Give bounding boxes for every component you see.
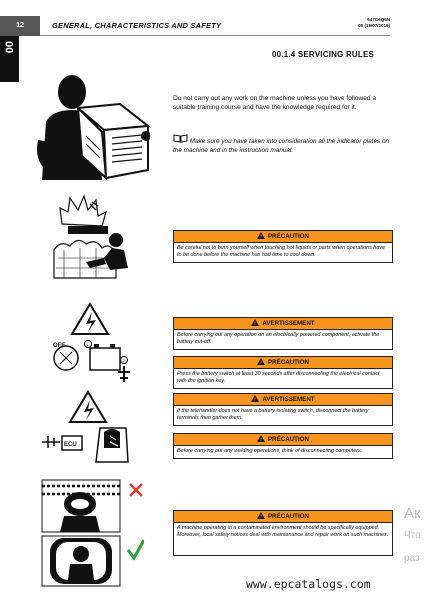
hot-parts-burn-illustration xyxy=(50,192,130,282)
off-label: OFF xyxy=(53,343,65,349)
overlay-fragment: Ак xyxy=(404,505,421,522)
welding-ecu-illustration xyxy=(40,390,130,464)
document-code xyxy=(358,17,390,29)
contaminated-cab-illustration xyxy=(40,478,144,588)
chapter-side-tab xyxy=(0,36,19,82)
warning-header xyxy=(174,434,392,446)
manual-note xyxy=(173,134,395,155)
warning-box-battery-switch xyxy=(173,356,393,389)
overlay-fragment: Что xyxy=(404,530,421,541)
warning-text: If the telehandler does not have a battery isolating switch, disconnect the battery terminals then gather them. xyxy=(177,408,369,421)
warning-triangle-icon xyxy=(251,395,259,402)
warning-text: A machine operating in a contaminated environment should be specifically equipped. Moreover, local safety notices deal with maintenance and repair work on such machines. xyxy=(177,525,389,538)
reading-manual-illustration xyxy=(32,70,150,182)
warning-label: AVERTISSEMENT xyxy=(262,320,315,327)
open-book-icon xyxy=(173,134,188,143)
warning-triangle-icon xyxy=(251,319,259,326)
warning-header xyxy=(174,394,392,406)
page-number: 12 xyxy=(16,22,24,29)
warning-header xyxy=(174,231,392,243)
warning-text: Before carrying out any operation on an electrically powered component, activate the battery cut-off. xyxy=(177,332,380,345)
document-code-line2: 00 (19/07/2019) xyxy=(358,23,390,28)
intro-paragraph: Do not carry out any work on the machine unless you have followed a suitable training course and have the knowledge required for it. xyxy=(173,95,377,111)
warning-header xyxy=(174,318,392,330)
warning-text: Before carrying out any welding operations, think of disconnecting computers. xyxy=(177,448,363,454)
warning-label: AVERTISSEMENT xyxy=(262,396,315,403)
warning-box-burn xyxy=(173,230,393,263)
warning-label: PRÉCAUTION xyxy=(268,359,309,366)
warning-triangle-icon xyxy=(257,435,265,442)
battery-cutoff-illustration xyxy=(52,302,136,384)
section-title: 00.1.4 SERVICING RULES xyxy=(272,50,375,59)
warning-text: Press the battery switch at least 30 seconds after disconnecting the electrical contact with the ignition key. xyxy=(177,371,380,384)
warning-triangle-icon xyxy=(257,512,265,519)
document-code-line1: 647G6Q6N xyxy=(367,17,390,22)
warning-triangle-icon xyxy=(257,232,265,239)
warning-text: Be careful not to burn yourself when touching hot liquids or parts when operations have to be done before the machine has had time to cool down. xyxy=(177,245,385,258)
warning-label: PRÉCAUTION xyxy=(268,513,309,520)
warning-box-isolating-switch xyxy=(173,393,393,426)
chapter-tab-label: 00 xyxy=(4,41,16,54)
warning-triangle-icon xyxy=(257,358,265,365)
warning-label: PRÉCAUTION xyxy=(268,436,309,443)
manual-note-text: Make sure you have taken into consideration all the indicator plates on the machine and in the instruction manual. xyxy=(173,138,390,154)
svg-text:1: 1 xyxy=(86,342,89,347)
ecu-label: ECU xyxy=(64,442,77,448)
warning-box-contaminated xyxy=(173,510,393,556)
header-divider xyxy=(40,35,390,36)
warning-header xyxy=(174,511,392,523)
svg-text:2: 2 xyxy=(122,358,125,363)
page-number-badge xyxy=(0,16,40,36)
chapter-header-title: GENERAL, CHARACTERISTICS AND SAFETY xyxy=(52,21,222,30)
warning-box-welding xyxy=(173,433,393,459)
warning-box-battery-cutoff xyxy=(173,317,393,350)
watermark-link[interactable]: www.epcatalogs.com xyxy=(246,577,371,591)
warning-label: PRÉCAUTION xyxy=(268,233,309,240)
warning-header xyxy=(174,357,392,369)
overlay-fragment: раз xyxy=(404,553,420,564)
